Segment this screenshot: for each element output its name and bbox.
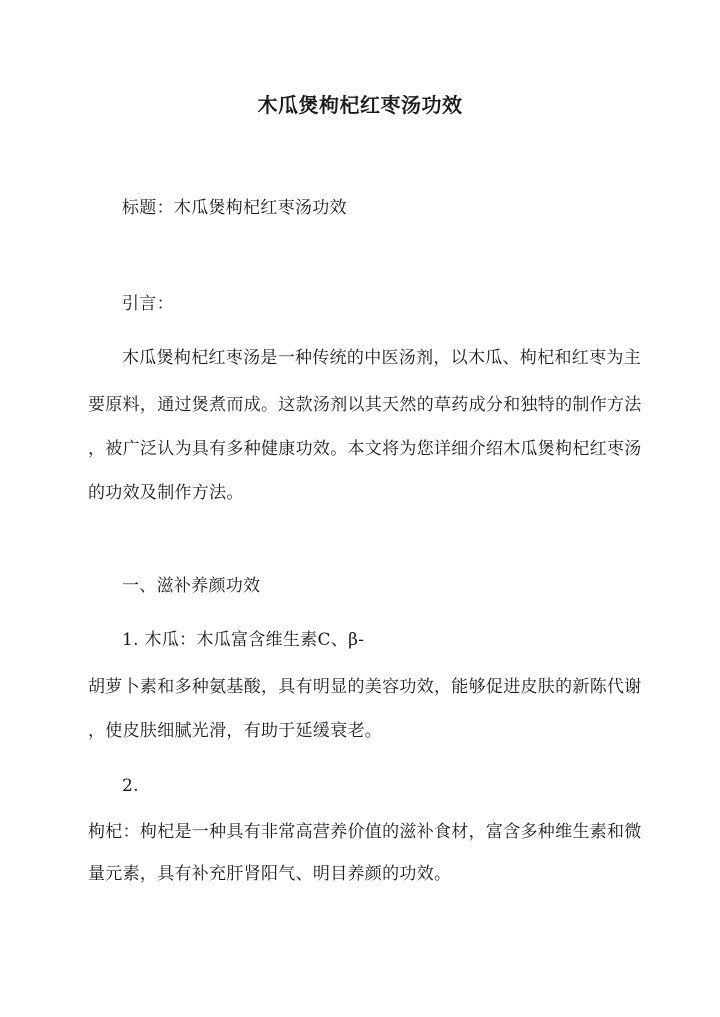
- item1-line-1: 1. 木瓜：木瓜富含维生素C、β-: [122, 630, 365, 650]
- intro-line-2: 要原料，通过煲煮而成。这款汤剂以其天然的草药成分和独特的制作方法: [88, 395, 642, 415]
- item1-line-2: 胡萝卜素和多种氨基酸，具有明显的美容功效，能够促进皮肤的新陈代谢: [88, 677, 642, 697]
- intro-line-4: 的功效及制作方法。: [88, 483, 244, 503]
- item2-line-2: 枸杞：枸杞是一种具有非常高营养价值的滋补食材，富含多种维生素和微: [88, 822, 642, 842]
- intro-label: 引言：: [122, 294, 174, 314]
- document-title: 木瓜煲枸杞红枣汤功效: [257, 93, 463, 117]
- intro-line-1: 木瓜煲枸杞红枣汤是一种传统的中医汤剂，以木瓜、枸杞和红枣为主: [122, 348, 641, 368]
- item2-line-3: 量元素，具有补充肝肾阳气、明目养颜的功效。: [88, 864, 452, 884]
- item1-line-3: ，使皮肤细腻光滑，有助于延缓衰老。: [88, 721, 383, 741]
- section-heading: 一、滋补养颜功效: [122, 576, 261, 596]
- item2-line-1: 2.: [122, 776, 139, 796]
- intro-line-3: ，被广泛认为具有多种健康功效。本文将为您详细介绍木瓜煲枸杞红枣汤: [88, 439, 642, 459]
- heading-label: 标题：木瓜煲枸杞红枣汤功效: [122, 198, 347, 218]
